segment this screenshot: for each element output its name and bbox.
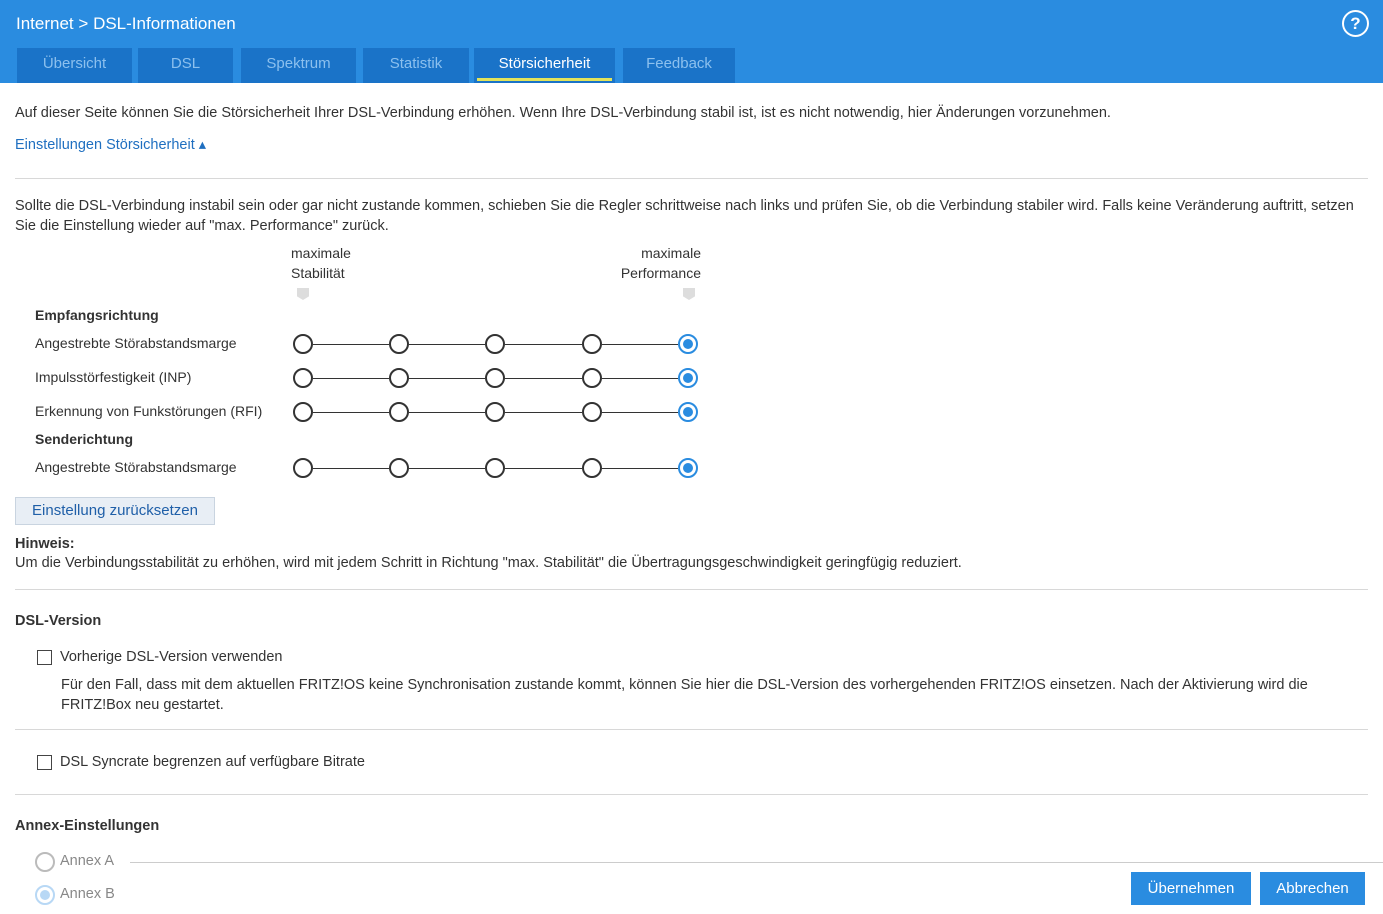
- cancel-button[interactable]: Abbrechen: [1260, 872, 1365, 905]
- row-label: Erkennung von Funkstörungen (RFI): [35, 403, 263, 419]
- breadcrumb-separator: >: [78, 14, 89, 33]
- label-max-stability: maximale Stabilität: [291, 245, 351, 281]
- slider-track: [505, 378, 582, 379]
- row-label: Impulsstörfestigkeit (INP): [35, 369, 192, 385]
- slider-step-radio[interactable]: [485, 458, 505, 478]
- annex-a-label[interactable]: Annex A: [60, 853, 115, 869]
- dsl-version-description: Für den Fall, dass mit dem aktuellen FRITZ!OS keine Synchronisation zustande kommt, können Sie hier die DSL-Version des vorhergehenden FRITZ!OS einsetzen. Nach der Aktivierung wird die FRITZ!Box neu gestartet.: [61, 677, 1308, 713]
- slider-step-radio[interactable]: [389, 368, 409, 388]
- slider-step-radio[interactable]: [389, 458, 409, 478]
- slider-step-radio[interactable]: [582, 334, 602, 354]
- footer-bar: [1100, 863, 1383, 914]
- tab-uebersicht[interactable]: Übersicht: [17, 48, 132, 83]
- slider-track: [313, 468, 389, 469]
- previous-dsl-version-label[interactable]: Vorherige DSL-Version verwenden: [60, 649, 283, 665]
- slider-track: [505, 468, 582, 469]
- breadcrumb: [16, 14, 236, 34]
- divider: [15, 794, 1368, 795]
- annex-heading: Annex-Einstellungen: [15, 818, 160, 834]
- hint-text: Um die Verbindungsstabilität zu erhöhen, wird mit jedem Schritt in Richtung "max. Stabilität" die Übertragungsgeschwindigkeit geringfügig reduziert.: [15, 555, 962, 571]
- slider-track: [505, 412, 582, 413]
- dsl-version-heading: DSL-Version: [15, 613, 102, 629]
- syncrate-limit-label[interactable]: DSL Syncrate begrenzen auf verfügbare Bitrate: [60, 754, 365, 770]
- tab-feedback[interactable]: Feedback: [623, 48, 735, 83]
- slider-step-radio[interactable]: [485, 368, 505, 388]
- tab-statistik[interactable]: Statistik: [363, 48, 469, 83]
- tab-stoersicherheit[interactable]: Störsicherheit: [474, 48, 615, 83]
- slider-step-radio[interactable]: [678, 368, 698, 388]
- intro-text: Auf dieser Seite können Sie die Störsicherheit Ihrer DSL-Verbindung erhöhen. Wenn Ihre DSL-Verbindung stabil ist, ist es nicht notwendig, hier Änderungen vorzunehmen.: [15, 105, 1111, 121]
- apply-button[interactable]: Übernehmen: [1131, 872, 1251, 905]
- performance-marker-icon: [683, 288, 695, 300]
- slider-step-radio[interactable]: [389, 334, 409, 354]
- divider: [15, 729, 1368, 730]
- slider-step-radio[interactable]: [293, 402, 313, 422]
- instructions-text: Sollte die DSL-Verbindung instabil sein oder gar nicht zustande kommen, schieben Sie die Regler schrittweise nach links und prüfen Sie, ob die Verbindung stabiler wird. Falls keine Veränderung auftritt, setzen Sie die Einstellung wieder auf "max. Performance" zurück.: [15, 198, 1354, 234]
- header: [0, 0, 1383, 83]
- help-icon[interactable]: ?: [1342, 10, 1369, 37]
- slider-track: [602, 468, 678, 469]
- breadcrumb-parent[interactable]: Internet: [16, 14, 74, 33]
- row-label: Angestrebte Störabstandsmarge: [35, 335, 237, 351]
- slider-track: [602, 412, 678, 413]
- slider-track: [409, 378, 485, 379]
- hint-title: Hinweis:: [15, 536, 75, 552]
- annex-a-radio[interactable]: [35, 852, 55, 872]
- slider-step-radio[interactable]: [293, 368, 313, 388]
- divider: [15, 589, 1368, 590]
- reset-settings-button[interactable]: Einstellung zurücksetzen: [15, 497, 215, 525]
- row-label: Angestrebte Störabstandsmarge: [35, 459, 237, 475]
- slider-track: [602, 344, 678, 345]
- downstream-heading: Empfangsrichtung: [35, 307, 159, 323]
- tab-dsl[interactable]: DSL: [138, 48, 233, 83]
- breadcrumb-current: DSL-Informationen: [93, 14, 236, 33]
- slider-step-radio[interactable]: [293, 458, 313, 478]
- slider-track: [602, 378, 678, 379]
- upstream-heading: Senderichtung: [35, 431, 134, 447]
- slider-track: [409, 344, 485, 345]
- annex-b-radio[interactable]: [35, 885, 55, 905]
- slider-step-radio[interactable]: [582, 368, 602, 388]
- label-max-performance: maximale Performance: [620, 245, 701, 281]
- previous-dsl-version-checkbox[interactable]: [37, 650, 52, 665]
- stability-marker-icon: [297, 288, 309, 300]
- slider-track: [313, 378, 389, 379]
- divider: [15, 178, 1368, 179]
- slider-track: [505, 344, 582, 345]
- slider-step-radio[interactable]: [678, 458, 698, 478]
- slider-step-radio[interactable]: [582, 458, 602, 478]
- slider-track: [409, 412, 485, 413]
- tab-spektrum[interactable]: Spektrum: [241, 48, 356, 83]
- settings-toggle-link[interactable]: Einstellungen Störsicherheit ▴: [15, 137, 207, 153]
- annex-b-label[interactable]: Annex B: [60, 886, 115, 902]
- slider-track: [313, 344, 389, 345]
- slider-track: [313, 412, 389, 413]
- slider-step-radio[interactable]: [582, 402, 602, 422]
- slider-step-radio[interactable]: [678, 402, 698, 422]
- slider-step-radio[interactable]: [485, 402, 505, 422]
- slider-track: [409, 468, 485, 469]
- slider-step-radio[interactable]: [389, 402, 409, 422]
- slider-step-radio[interactable]: [293, 334, 313, 354]
- slider-step-radio[interactable]: [678, 334, 698, 354]
- slider-step-radio[interactable]: [485, 334, 505, 354]
- syncrate-limit-checkbox[interactable]: [37, 755, 52, 770]
